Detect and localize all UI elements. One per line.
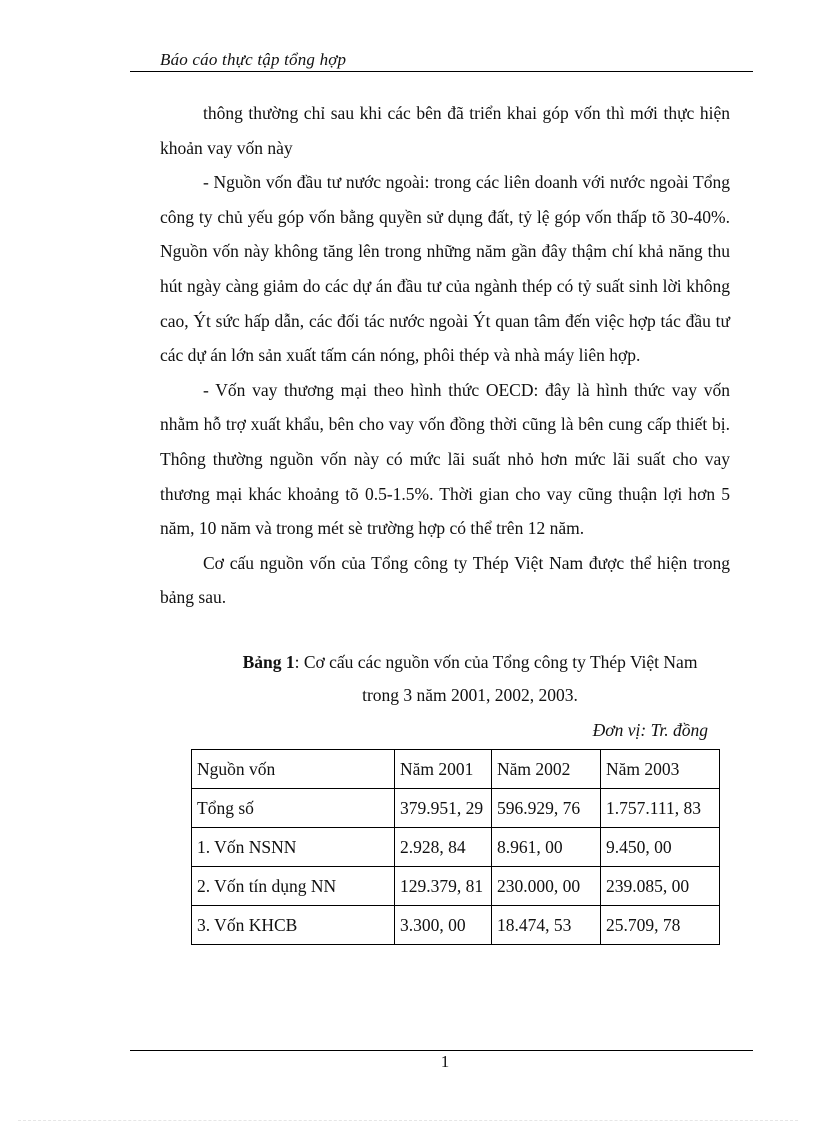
table-header-row <box>192 750 720 789</box>
table-caption-line-2: trong 3 năm 2001, 2002, 2003. <box>362 685 578 705</box>
table-row <box>192 906 720 945</box>
table-header-cell: Năm 2003 <box>601 750 720 789</box>
table-caption-line-1 <box>160 646 780 679</box>
table-unit-note: Đơn vị: Tr. đồng <box>592 720 708 740</box>
table-row <box>192 789 720 828</box>
table-header-cell: Năm 2001 <box>395 750 492 789</box>
table-header-cell: Năm 2002 <box>492 750 601 789</box>
table-cell: 3. Vốn KHCB <box>192 906 395 945</box>
table-cell: 3.300, 00 <box>395 906 492 945</box>
header-divider <box>130 71 753 72</box>
table-cell: 2.928, 84 <box>395 828 492 867</box>
table-row <box>192 828 720 867</box>
page-edge-divider <box>18 1120 798 1121</box>
body-text <box>160 96 730 615</box>
capital-sources-table <box>191 749 720 945</box>
table-cell: 379.951, 29 <box>395 789 492 828</box>
paragraph-table-intro: Cơ cấu nguồn vốn của Tổng công ty Thép Việt Nam được thể hiện trong bảng sau. <box>160 552 730 608</box>
paragraph-continuation: thông thường chỉ sau khi các bên đã triển khai góp vốn thì mới thực hiện khoản vay vốn này <box>160 103 730 158</box>
table-cell: 9.450, 00 <box>601 828 720 867</box>
page-number: 1 <box>440 1052 450 1071</box>
table-cell: 1.757.111, 83 <box>601 789 720 828</box>
table-cell: 129.379, 81 <box>395 867 492 906</box>
table-cell: Tổng số <box>192 789 395 828</box>
paragraph-oecd-loans: - Vốn vay thương mại theo hình thức OECD: đây là hình thức vay vốn nhằm hỗ trợ xuất khẩu, bên cho vay vốn đồng thời cũng là bên cung cấp thiết bị. Thông thường nguồn vốn này có mức lãi suất nhỏ hơn mức lãi suất cho vay thương mại khác khoảng tõ 0.5-1.5%. Thời gian cho vay cũng thuận lợi hơn 5 năm, 10 năm và trong mét sè trường hợp có thể trên 12 năm. <box>160 379 730 539</box>
table-row <box>192 867 720 906</box>
table-cell: 2. Vốn tín dụng NN <box>192 867 395 906</box>
paragraph-foreign-investment: - Nguồn vốn đầu tư nước ngoài: trong các liên doanh với nước ngoài Tổng công ty chủ yếu góp vốn bằng quyền sử dụng đất, tỷ lệ góp vốn thấp tõ 30-40%. Nguồn vốn này không tăng lên trong những năm gần đây thậm chí khả năng thu hút ngày càng giảm do các dự án đầu tư của ngành thép có tỷ suất sinh lời không cao, Ýt sức hấp dẫn, các đối tác nước ngoài Ýt quan tâm đến việc hợp tác đầu tư các dự án lớn sản xuất tấm cán nóng, phôi thép và nhà máy liên hợp. <box>160 172 730 366</box>
footer-divider <box>130 1050 753 1051</box>
table-cell: 230.000, 00 <box>492 867 601 906</box>
page-header-title: Báo cáo thực tập tổng hợp <box>160 50 347 69</box>
table-caption <box>160 646 780 712</box>
table-cell: 239.085, 00 <box>601 867 720 906</box>
table-cell: 596.929, 76 <box>492 789 601 828</box>
table-cell: 1. Vốn NSNN <box>192 828 395 867</box>
table-cell: 25.709, 78 <box>601 906 720 945</box>
table-caption-text: : Cơ cấu các nguồn vốn của Tổng công ty Thép Việt Nam <box>294 652 698 672</box>
table-header-cell: Nguồn vốn <box>192 750 395 789</box>
table-cell: 18.474, 53 <box>492 906 601 945</box>
table-caption-label: Bảng 1 <box>242 652 295 672</box>
table-cell: 8.961, 00 <box>492 828 601 867</box>
